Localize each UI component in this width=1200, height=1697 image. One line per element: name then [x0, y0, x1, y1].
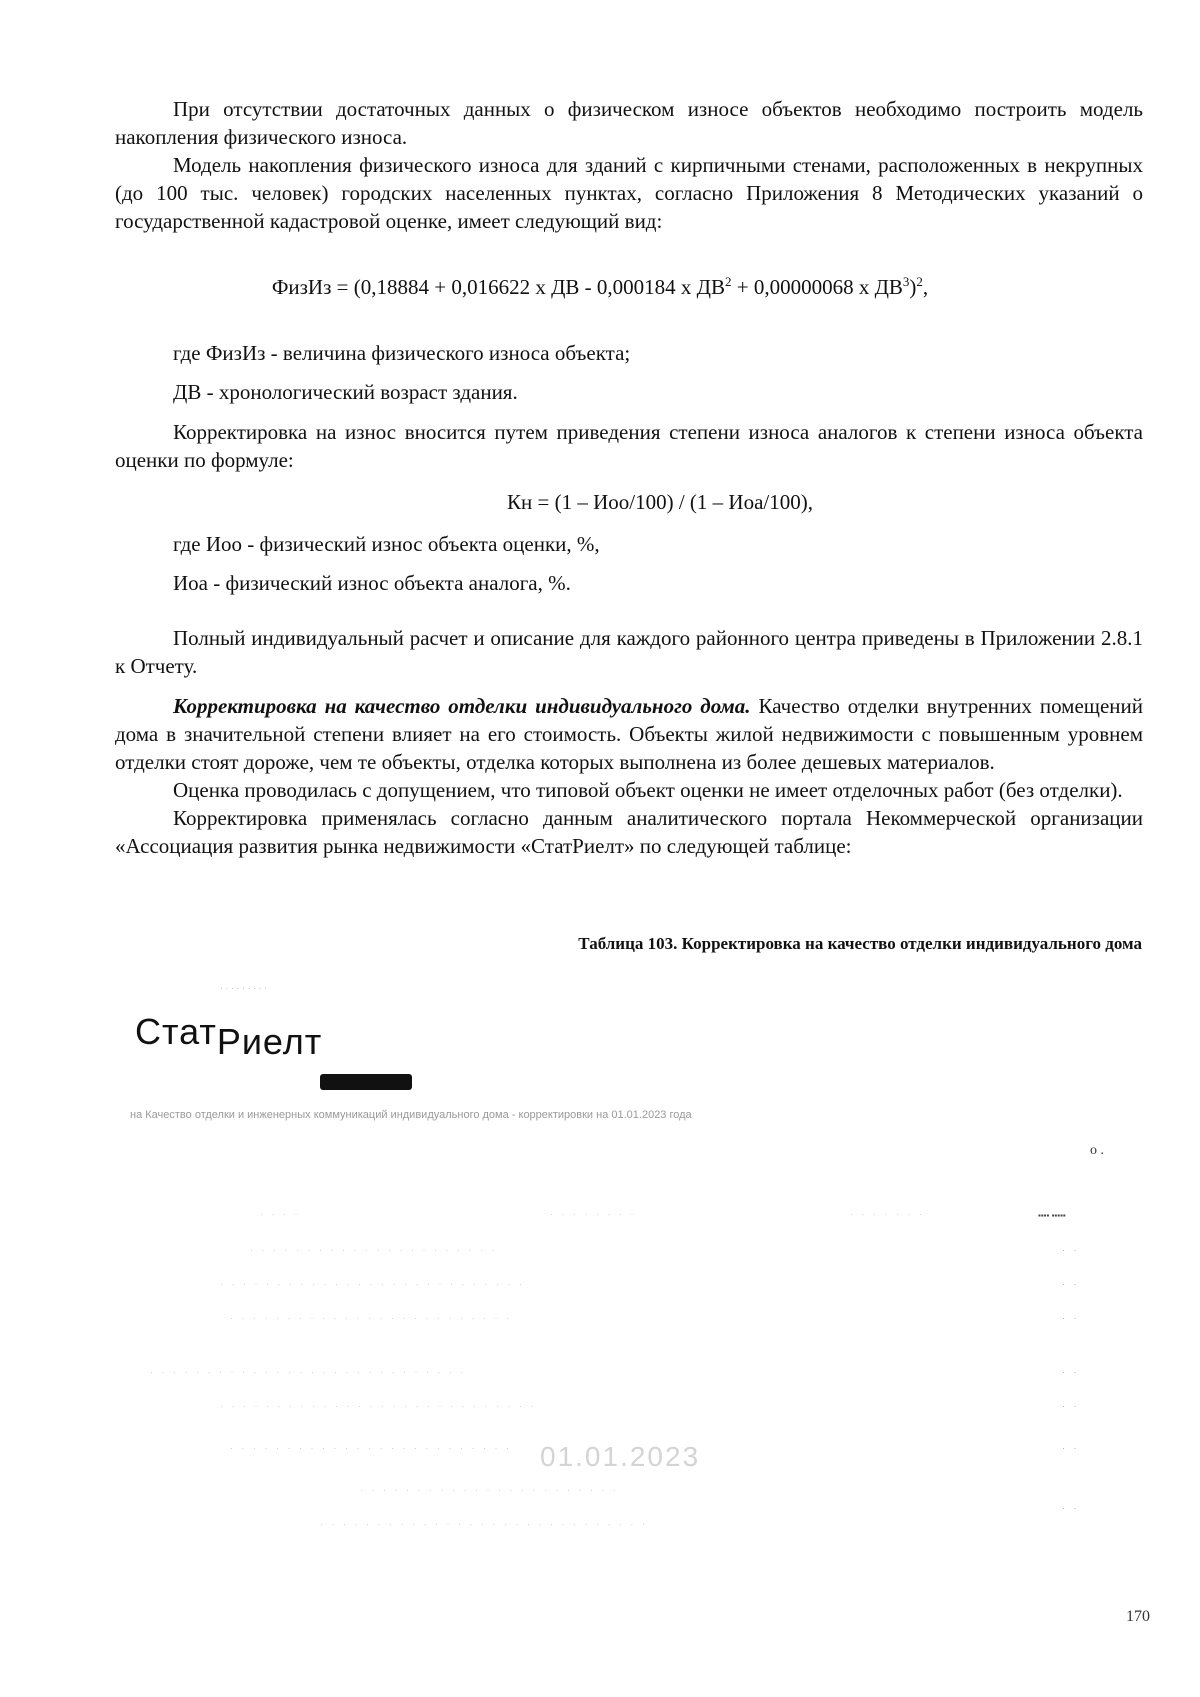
faded-row: · · · · · · · · · · · · · · · · · · · · · · ·	[360, 1485, 619, 1495]
paragraph-3: Корректировка на износ вносится путем приведения степени износа аналогов к степени износа объекта оценки по формуле:	[115, 420, 1143, 472]
faded-value: · ·	[1062, 1401, 1080, 1411]
faded-row: · · · · · · · ·	[550, 1209, 637, 1219]
statrielt-description: на Качество отделки и инженерных коммуникаций индивидуального дома - корректировки на 01.01.2023 года	[130, 1109, 692, 1121]
text-block-4	[115, 692, 1143, 860]
text-block-3	[115, 624, 1143, 680]
faded-value: · ·	[1062, 1313, 1080, 1323]
faded-row: · · · · · · · · · · · · · · · · · · · · · · · · · · · ·	[150, 1367, 467, 1377]
faded-row: · · · · · · · · · · · · · · · · · · · · · ·	[250, 1245, 498, 1255]
definition-dv: ДВ - хронологический возраст здания.	[173, 380, 518, 404]
faded-value: · ·	[1062, 1279, 1080, 1289]
faded-row: · · · ·	[260, 1209, 301, 1219]
paragraph-6: Оценка проводилась с допущением, что типовой объект оценки не имеет отделочных работ (без отделки).	[173, 778, 1123, 802]
faded-header-text: · · · · · · · · ·	[220, 983, 267, 993]
text-block-1	[115, 95, 1143, 235]
paragraph-2: Модель накопления физического износа для зданий с кирпичными стенами, расположенных в некрупных (до 100 тыс. человек) городских населенных пунктах, согласно Приложения 8 Методических указаний о государственной кадастровой оценке, имеет следующий вид:	[115, 153, 1143, 233]
faded-stamp-date: 01.01.2023	[540, 1441, 701, 1472]
faded-column-header: ▪▪▪▪ ▪▪▪▪▪	[1038, 1211, 1066, 1220]
faded-value: · ·	[1062, 1503, 1080, 1513]
paragraph-5: Корректировка на качество отделки индивидуального дома. Качество отделки внутренних помещений дома в значительной степени влияет на его стоимость. Объекты жилой недвижимости с повышенным уровнем отделки стоят дороже, чем те объекты, отделка которых выполнена из более дешевых материалов.	[115, 694, 1143, 774]
paragraph-1: При отсутствии достаточных данных о физическом износе объектов необходимо построить модель накопления физического износа.	[115, 97, 1143, 149]
faded-value: · ·	[1062, 1443, 1080, 1453]
page-number: 170	[1126, 1608, 1150, 1625]
faded-row: · · · · · · · · · · · · · · · · · · · · · · · · · · · ·	[220, 1401, 537, 1411]
paragraph-5-heading: Корректировка на качество отделки индивидуального дома.	[173, 694, 751, 718]
paragraph-7: Корректировка применялась согласно данным аналитического портала Некоммерческой организации «Ассоциация развития рынка недвижимости «СтатРиелт» по следующей таблице:	[115, 806, 1143, 858]
definition-ioo: где Иоо - физический износ объекта оценки, %,	[173, 532, 600, 556]
formula-wear-correction: Кн = (1 – Иоо/100) / (1 – Иоа/100),	[507, 490, 813, 514]
faded-row: · · · · · · · · · · · · · · · · · · · · · · · · · · ·	[220, 1279, 525, 1289]
definition-fiziz: где ФизИз - величина физического износа объекта;	[173, 341, 631, 365]
statrielt-table-image	[120, 975, 1120, 1555]
statrielt-logo: СтатРиелт	[135, 1011, 323, 1062]
faded-row: · · · · · · · · · · · · · · · · · · · · · · · · · · · · ·	[320, 1519, 648, 1529]
faded-value: · ·	[1062, 1367, 1080, 1377]
formula-physical-wear: ФизИз = (0,18884 + 0,016622 x ДВ - 0,000184 x $ДВ^2 + 0,00000068$ x $ДВ^3)^2$,	[271, 274, 929, 299]
paragraph-4: Полный индивидуальный расчет и описание для каждого районного центра приведены в Приложении 2.8.1 к Отчету.	[115, 626, 1143, 678]
faded-row: · · · · · · · · · · · · · · · · · · · · · · · · ·	[230, 1443, 512, 1453]
logo-badge	[320, 1074, 412, 1090]
definition-ioa: Иоа - физический износ объекта аналога, %.	[173, 571, 571, 595]
faded-row: · · · · · · ·	[850, 1209, 925, 1219]
bullet-dot: o .	[1090, 1143, 1104, 1158]
text-block-2	[115, 418, 1143, 474]
table-caption: Таблица 103. Корректировка на качество отделки индивидуального дома	[578, 934, 1142, 953]
faded-value: · ·	[1062, 1245, 1080, 1255]
faded-row: · · · · · · · · · · · · · · · · · · · · · · · · ·	[230, 1313, 512, 1323]
